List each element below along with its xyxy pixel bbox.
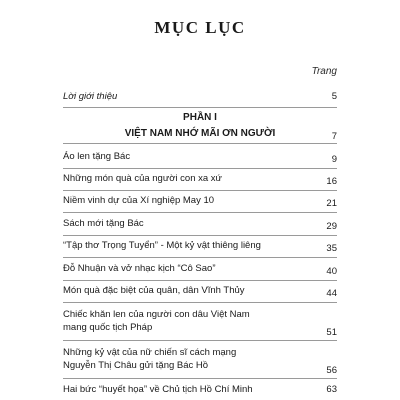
- divider: [63, 168, 337, 169]
- toc-entry-text: Những món quà của người con xa xứ: [63, 173, 222, 184]
- toc-entry-text-line2: mang quốc tịch Pháp: [63, 322, 153, 333]
- part-label: PHẦN I: [183, 112, 217, 123]
- toc-entry-text: Niềm vinh dự của Xí nghiệp May 10: [63, 195, 215, 206]
- divider: [63, 190, 337, 191]
- toc-entry-page: 21: [326, 198, 337, 209]
- toc-entry-page: 9: [331, 154, 337, 165]
- toc-entry[interactable]: [63, 150, 337, 163]
- toc-entry[interactable]: [63, 262, 337, 275]
- toc-entry[interactable]: [63, 308, 337, 338]
- toc-entry-text: Hai bức “huyết họa” về Chủ tịch Hồ Chí Minh: [63, 384, 253, 395]
- divider: [63, 107, 337, 108]
- toc-entry-text: “Tập thơ Trọng Tuyển” - Một kỷ vật thiêng liêng: [63, 240, 261, 251]
- toc-entry[interactable]: [63, 346, 337, 376]
- toc-entry-text-line1: Những kỷ vật của nữ chiến sĩ cách mạng: [63, 347, 237, 358]
- toc-entry-page: 44: [326, 288, 337, 299]
- toc-entry[interactable]: [63, 383, 337, 396]
- toc-entry-page: 5: [331, 91, 337, 102]
- toc-entry-text-line1: Chiếc khăn len của người con dâu Việt Nam: [63, 309, 250, 320]
- part-title: VIỆT NAM NHỚ MÃI ƠN NGƯỜI: [124, 128, 276, 139]
- toc-entry-text-line2: Nguyễn Thị Châu gửi tặng Bác Hồ: [63, 360, 209, 371]
- toc-entry-text: Món quà đặc biệt của quân, dân Vĩnh Thủy: [63, 285, 245, 296]
- page-title: MỤC LỤC: [154, 18, 246, 37]
- divider: [63, 280, 337, 281]
- toc-entry[interactable]: [63, 284, 337, 297]
- toc-entry-page: 51: [326, 327, 337, 338]
- toc-entry[interactable]: [63, 194, 337, 207]
- toc-entry-page: 56: [326, 365, 337, 376]
- toc-entry-page: 35: [326, 243, 337, 254]
- toc-entry-page: 29: [326, 221, 337, 232]
- toc-entry[interactable]: [63, 172, 337, 185]
- toc-entry-text: Đỗ Nhuận và vở nhạc kịch “Cô Sao”: [63, 263, 216, 274]
- divider: [63, 340, 337, 341]
- toc-entry-part[interactable]: [63, 127, 337, 140]
- divider: [63, 143, 337, 144]
- toc-entry-page: 40: [326, 266, 337, 277]
- divider: [63, 378, 337, 379]
- toc-entry[interactable]: [63, 217, 337, 230]
- toc-entry-text: Áo len tặng Bác: [63, 151, 131, 162]
- toc-entry-page: 7: [331, 131, 337, 142]
- page-column-label: Trang: [311, 66, 337, 77]
- toc-entry-page: 16: [326, 176, 337, 187]
- divider: [63, 257, 337, 258]
- toc-entry-text: Sách mới tặng Bác: [63, 218, 144, 229]
- divider: [63, 235, 337, 236]
- toc-entry-text: Lời giới thiệu: [63, 91, 118, 102]
- divider: [63, 302, 337, 303]
- divider: [63, 212, 337, 213]
- toc-entry-page: 63: [326, 384, 337, 395]
- toc-entry-intro[interactable]: [63, 90, 337, 103]
- toc-entry[interactable]: [63, 239, 337, 252]
